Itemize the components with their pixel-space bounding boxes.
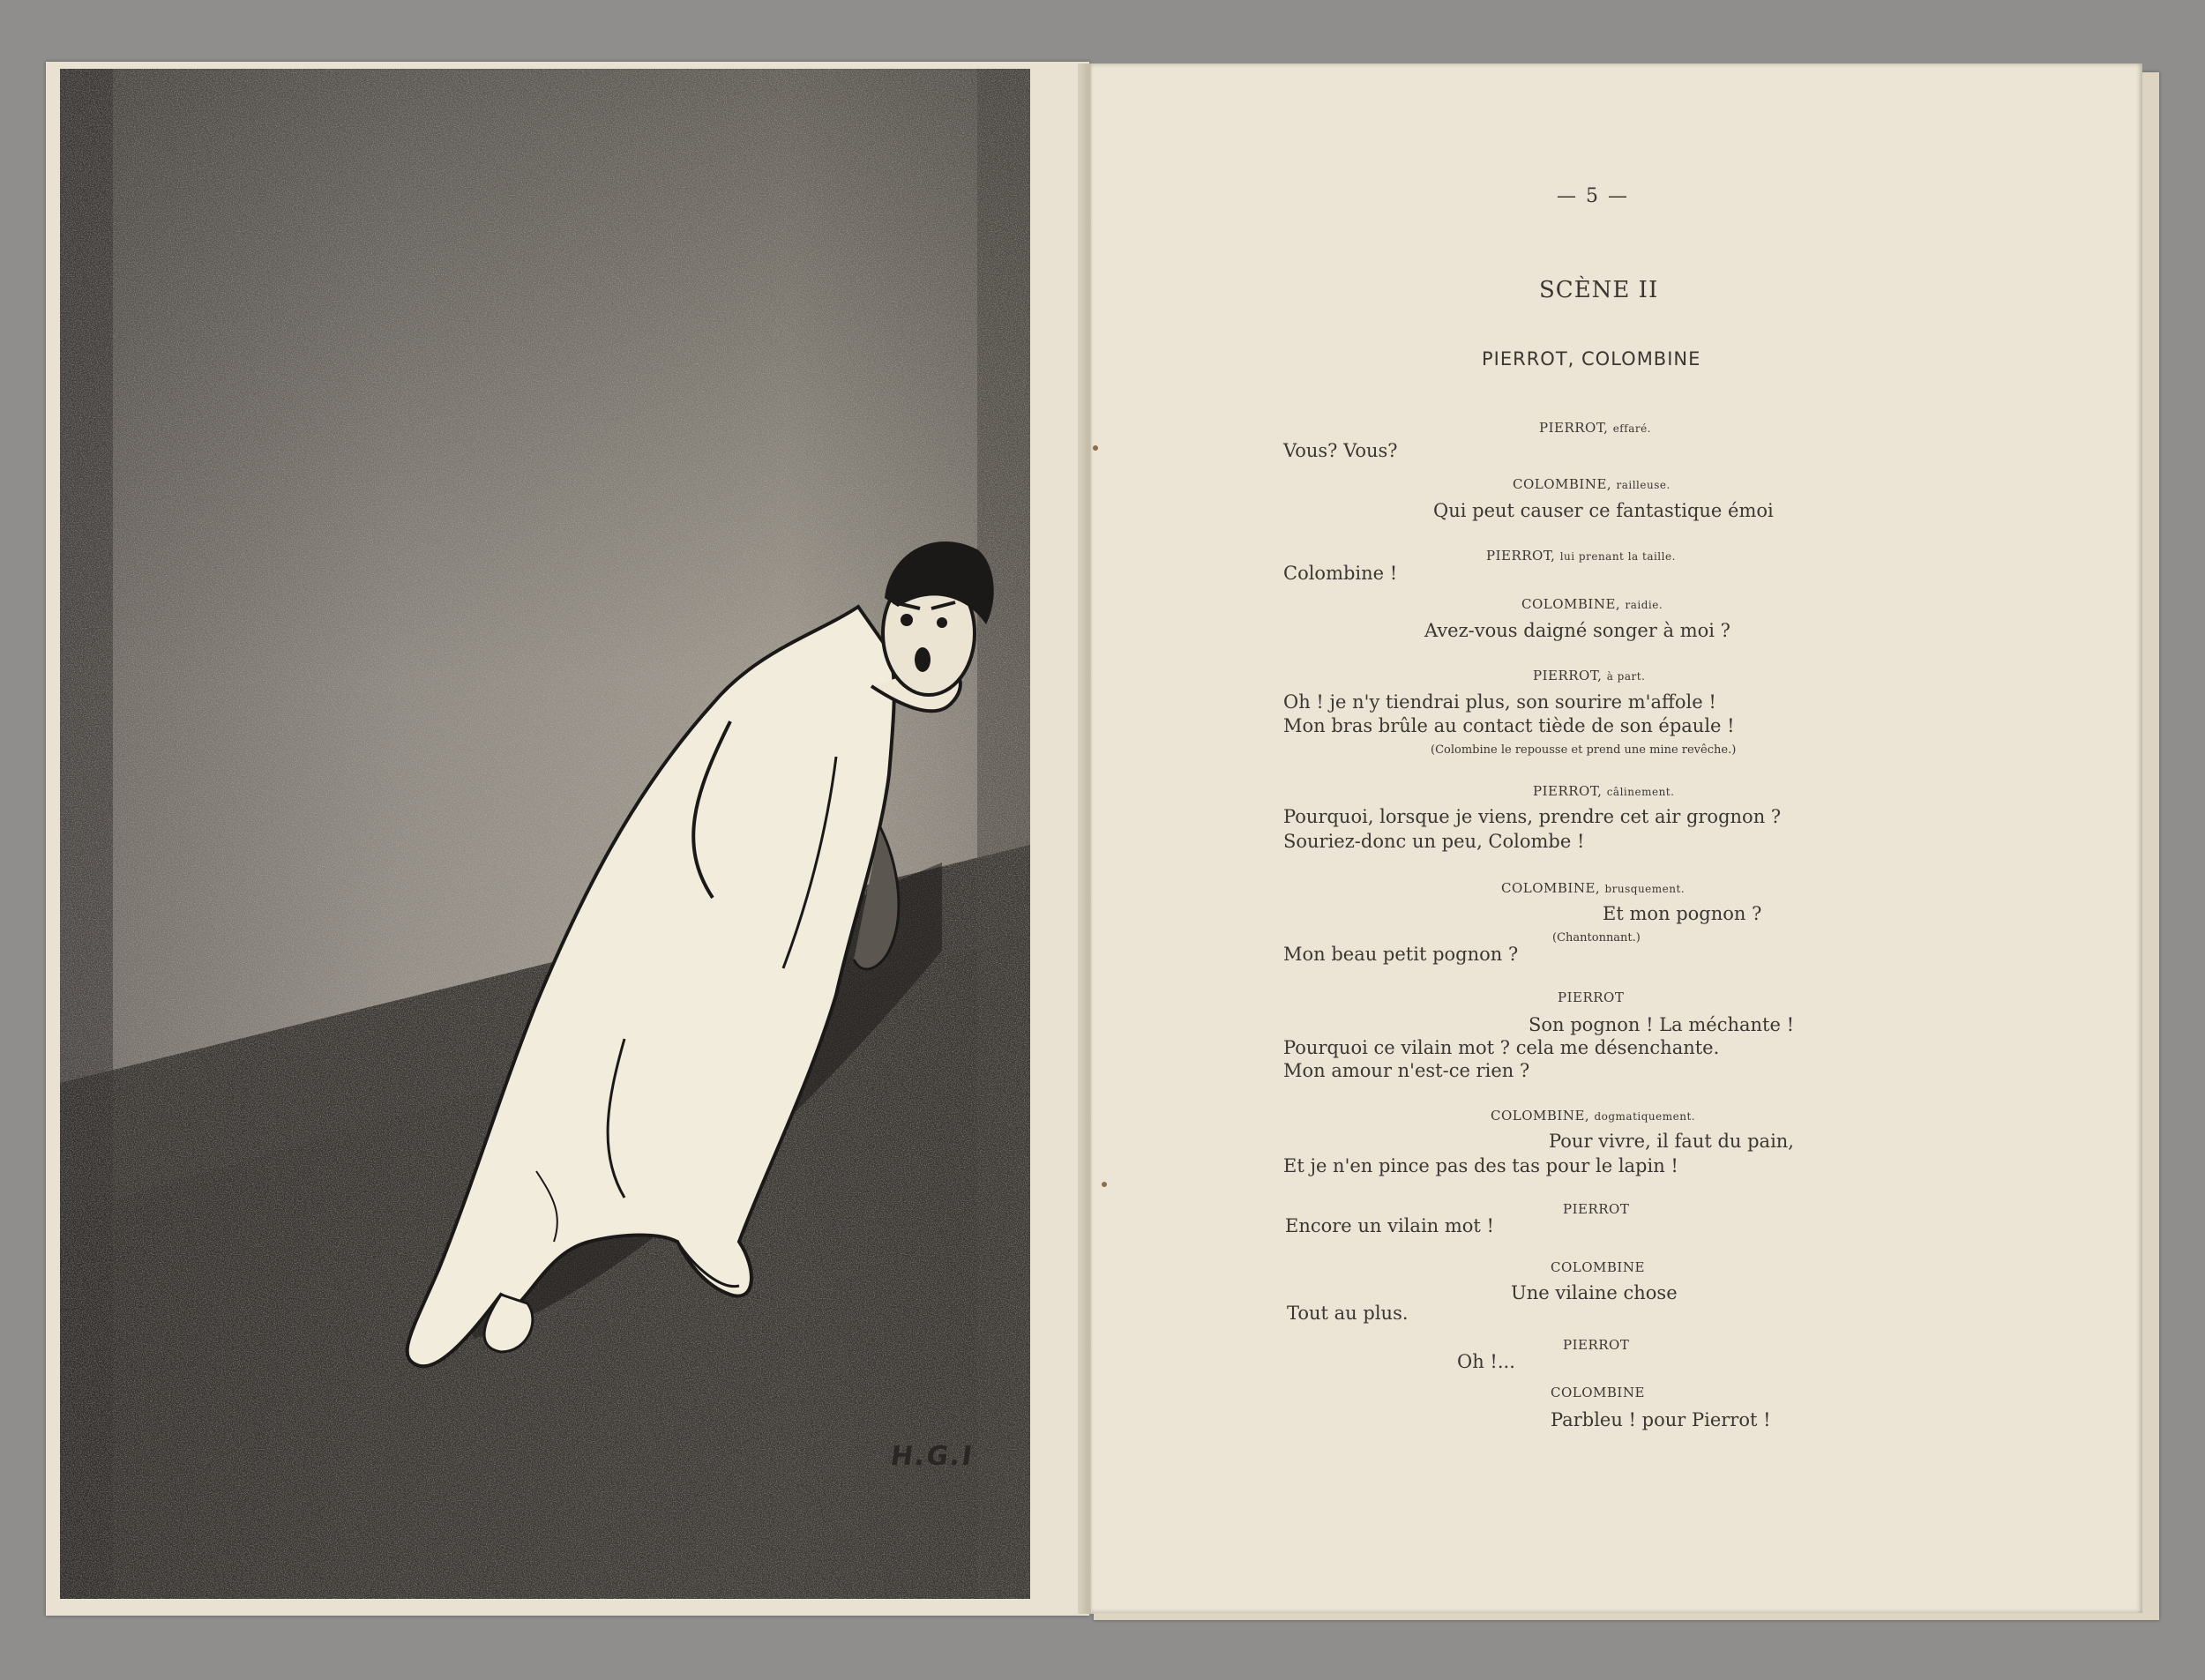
speaker-label: COLOMBINE, dogmatiquement.: [1491, 1108, 1696, 1124]
speaker-label: PIERROT: [1558, 989, 1625, 1005]
artist-signature: H.G.I: [888, 1441, 976, 1472]
pierrot-lithograph: [60, 69, 1030, 1599]
binding-staple-bottom: [1102, 1182, 1107, 1187]
speaker-label: PIERROT, lui prenant la taille.: [1486, 548, 1676, 564]
verse-line: Pour vivre, il faut du pain,: [1549, 1131, 1794, 1152]
cast-line: PIERROT, COLOMBINE: [1482, 348, 1701, 370]
speaker-label: COLOMBINE, raidie.: [1521, 596, 1663, 612]
verse-line: Vous? Vous?: [1283, 440, 1398, 461]
verse-line: Mon beau petit pognon ?: [1283, 944, 1519, 965]
binding-staple-top: [1093, 445, 1098, 451]
verse-line: Avez-vous daigné songer à moi ?: [1424, 620, 1730, 641]
verse-line: Parbleu ! pour Pierrot !: [1551, 1409, 1771, 1430]
verse-line: Colombine !: [1283, 563, 1398, 584]
verse-line: Et je n'en pince pas des tas pour le lapin !: [1283, 1155, 1678, 1176]
verse-line: Oh ! je n'y tiendrai plus, son sourire m'affole !: [1283, 691, 1716, 713]
verse-line: Mon bras brûle au contact tiède de son épaule !: [1283, 715, 1735, 736]
verse-line: Et mon pognon ?: [1603, 903, 1762, 924]
stage-direction: (Colombine le repousse et prend une mine revêche.): [1431, 743, 1737, 757]
verse-line: Oh !...: [1457, 1351, 1515, 1372]
verse-line: Souriez-donc un peu, Colombe !: [1283, 831, 1585, 852]
speaker-label: COLOMBINE, brusquement.: [1501, 880, 1686, 896]
page-number: — 5 —: [1557, 185, 1629, 207]
speaker-label: PIERROT: [1563, 1337, 1630, 1353]
verse-line: Mon amour n'est-ce rien ?: [1283, 1060, 1530, 1081]
verse-line: Qui peut causer ce fantastique émoi: [1433, 500, 1774, 521]
verse-line: Pourquoi ce vilain mot ? cela me désenchante.: [1283, 1037, 1720, 1058]
speaker-label: COLOMBINE: [1551, 1259, 1645, 1275]
verse-line: Encore un vilain mot !: [1285, 1215, 1494, 1236]
verse-line: Tout au plus.: [1287, 1303, 1409, 1324]
speaker-label: COLOMBINE: [1551, 1385, 1645, 1400]
speaker-label: COLOMBINE, railleuse.: [1513, 476, 1671, 492]
speaker-label: PIERROT, effaré.: [1539, 420, 1651, 436]
speaker-label: PIERROT: [1563, 1201, 1630, 1217]
speaker-label: PIERROT, câlinement.: [1533, 783, 1675, 799]
verse-line: Une vilaine chose: [1511, 1282, 1678, 1303]
verse-line: Pourquoi, lorsque je viens, prendre cet air grognon ?: [1283, 806, 1782, 827]
speaker-label: PIERROT, à part.: [1533, 668, 1646, 683]
verse-line: Son pognon ! La méchante !: [1529, 1014, 1795, 1035]
stage-direction: (Chantonnant.): [1552, 931, 1641, 945]
scene-title: SCÈNE II: [1539, 277, 1659, 303]
